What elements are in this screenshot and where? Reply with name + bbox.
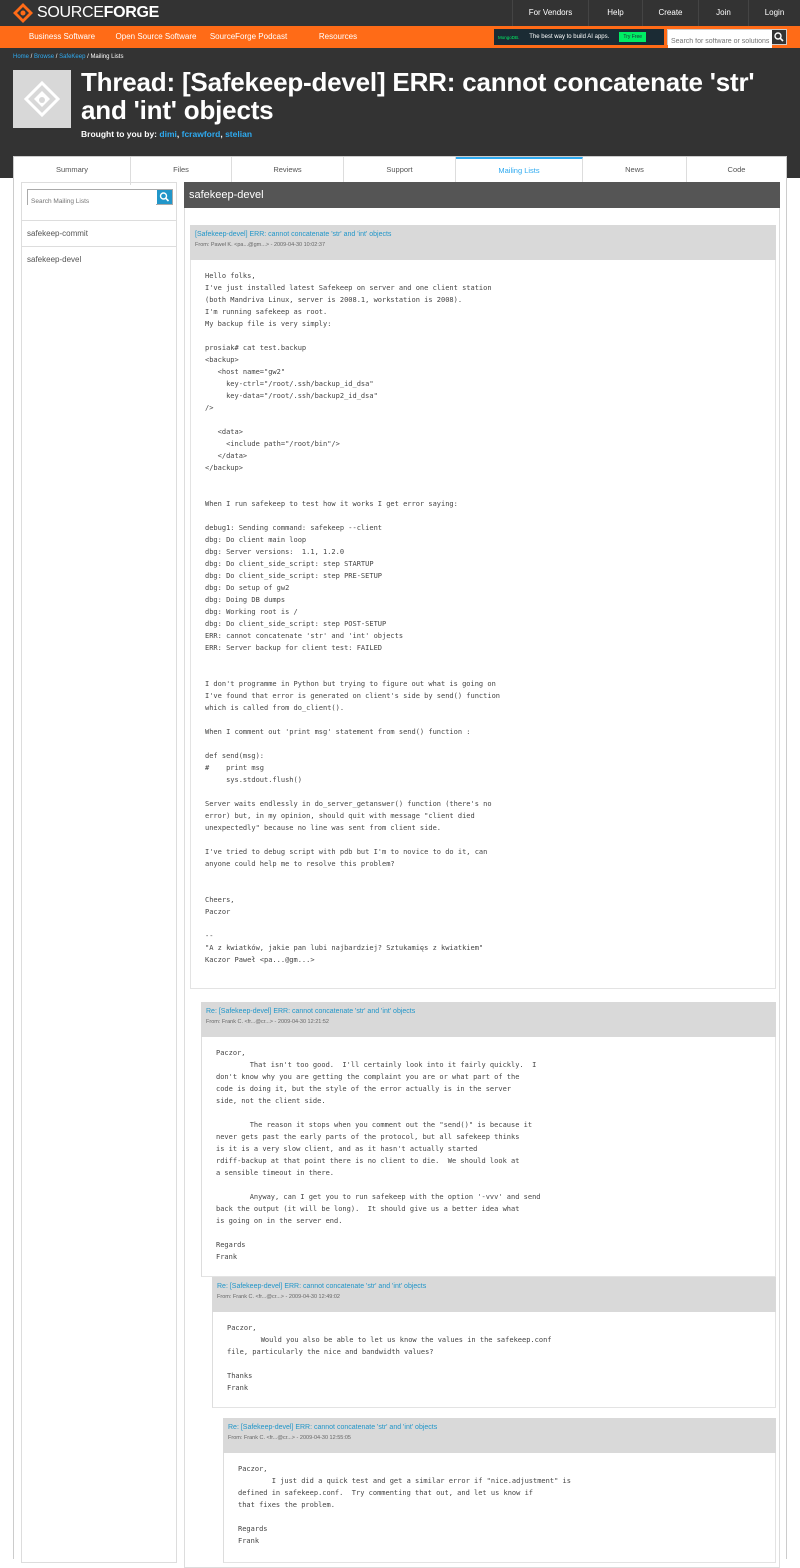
mailing-list-search-button[interactable]	[157, 190, 172, 204]
message-from: From: Frank C. <fr...@cr...> - 2009-04-30 12:49:02	[217, 1294, 340, 1300]
message-subject-link[interactable]: Re: [Safekeep-devel] ERR: cannot concatenate 'str' and 'int' objects	[217, 1283, 427, 1290]
message-body: Hello folks, I've just installed latest Safekeep on server and one client station (both Mandriva Linux, server is 2008.1, workstation is 2008). I'm running safekeep as root. My backup file is very simply: prosiak# cat test.backup <backup> <host name="gw2" key-ctrl="/root/.ssh/backup_id_dsa" key-data="/root/.ssh/backup2_id_dsa" /> <data> <include path="/root/bin"/> </data> </backup> When I run safekeep to test how it works I get error saying: debug1: Sending command: safekeep --client dbg: Do client main loop dbg: Server versions: 1.1, 1.2.0 dbg: Do client_side_script: step STARTUP dbg: Do client_side_script: step PRE-SETUP dbg: Do setup of gw2 dbg: Doing DB dumps dbg: Working root is / dbg: Do client_side_script: step POST-SETUP ERR: cannot concatenate 'str' and 'int' objects ERR: Server backup for client test: FAILED I don't programme in Python but trying to figure out what is going on I've found that error is generated on client's side by send() function which is called from do_client(). When I comment out 'print msg' statement from send() function : def send(msg): # print msg sys.stdout.flush() Server waits endlessly in do_server_getanswer() function (there's no error) but, in my opinion, should quit with message "client died unexpectedly" because no line was sent from client side. I've tried to debug script with pdb but I'm to novice to do it, can anyone could help me to resolve this problem? Cheers, Paczor -- "A z kwiatków, jakie pan lubi najbardziej? Sztukamięs z kwiatkiem" Kaczor Paweł <pa...@gm...>	[190, 260, 776, 989]
top-bar	[0, 0, 800, 26]
mongodb-ad[interactable]	[494, 29, 664, 45]
search-icon	[772, 30, 786, 44]
nav-business-software[interactable]: Business Software	[28, 32, 96, 41]
tab-news[interactable]: News	[583, 157, 687, 185]
message-from: From: Frank C. <fr...@cr...> - 2009-04-30 12:55:05	[228, 1435, 351, 1441]
sourceforge-logo[interactable]	[13, 3, 159, 23]
message-thread	[184, 208, 780, 1568]
breadcrumb-safekeep[interactable]: SafeKeep	[59, 54, 86, 60]
message-subject-link[interactable]: Re: [Safekeep-devel] ERR: cannot concatenate 'str' and 'int' objects	[206, 1008, 416, 1015]
message	[201, 1002, 776, 1277]
nav-sourceforge-podcast[interactable]: SourceForge Podcast	[209, 32, 288, 41]
tab-reviews[interactable]: Reviews	[232, 157, 344, 185]
tab-code[interactable]: Code	[727, 165, 746, 174]
list-title: safekeep-devel	[184, 182, 780, 208]
message-header	[201, 1002, 776, 1037]
breadcrumb-home[interactable]: Home	[13, 54, 30, 60]
author-link[interactable]: dimi	[159, 129, 177, 139]
message-header	[223, 1418, 776, 1453]
tab-summary[interactable]: Summary	[14, 157, 131, 185]
nav-resources[interactable]: Resources	[318, 32, 358, 41]
site-search-input[interactable]	[668, 35, 772, 49]
nav-join[interactable]: Join	[698, 0, 748, 26]
message-subject-link[interactable]: Re: [Safekeep-devel] ERR: cannot concatenate 'str' and 'int' objects	[228, 1424, 438, 1431]
message-from: From: Paweł K. <pa...@gm...> - 2009-04-30 10:02:37	[195, 242, 326, 248]
nav-create[interactable]: Create	[642, 0, 698, 26]
breadcrumb: Home / Browse / SafeKeep / Mailing Lists	[13, 54, 124, 60]
author-link[interactable]: fcrawford	[181, 129, 221, 139]
message-body: Paczor, Would you also be able to let us know the values in the safekeep.conf file, particularly the nice and bandwidth values? Thanks Frank	[212, 1312, 776, 1408]
author-link[interactable]: stelian	[225, 129, 253, 139]
message	[212, 1277, 776, 1408]
orange-nav-bar	[0, 26, 800, 48]
sourceforge-logo-icon	[13, 3, 33, 23]
top-nav	[512, 0, 800, 26]
sidebar-item-safekeep-devel[interactable]: safekeep-devel	[22, 246, 176, 272]
brought-by: Brought to you by: dimi, fcrawford, stelian	[81, 129, 253, 139]
ad-slogan: The best way to build AI apps.	[529, 34, 610, 40]
message-subject-link[interactable]: [Safekeep-devel] ERR: cannot concatenate 'str' and 'int' objects	[195, 231, 392, 238]
project-icon	[13, 70, 71, 128]
breadcrumb-browse[interactable]: Browse	[34, 54, 55, 60]
nav-for-vendors[interactable]: For Vendors	[512, 0, 588, 26]
tab-support[interactable]: Support	[344, 157, 456, 185]
message	[223, 1418, 776, 1563]
page-title: Thread: [Safekeep-devel] ERR: cannot concatenate 'str' and 'int' objects	[81, 67, 755, 125]
mailing-list-search-input[interactable]	[28, 195, 156, 209]
project-header	[0, 48, 800, 178]
search-button[interactable]	[772, 30, 786, 44]
message-from: From: Frank C. <fr...@cr...> - 2009-04-30 12:21:52	[206, 1019, 329, 1025]
mailing-list-search	[27, 189, 173, 205]
message-header	[190, 225, 776, 260]
message-body: Paczor, That isn't too good. I'll certainly look into it fairly quickly. I don't know why you are getting the complaint you are or what part of the code is doing it, but the style of the error actually is in the server side, not the client side. The reason it stops when you comment out the "send()" is because it never gets past the early parts of the protocol, but all safekeep thinks is it is a very slow client, and as it hasn't actually started rdiff-backup at that point there is no client to die. We should look at a sensible timeout in there. Anyway, can I get you to run safekeep with the option '-vvv' and send back the output (it will be long). It should give us a better idea what is going on in the server end. Regards Frank	[201, 1037, 776, 1277]
thread-panel	[184, 182, 780, 1568]
message-body: Paczor, I just did a quick test and get a similar error if "nice.adjustment" is defined in safekeep.conf. Try commenting that out, and let us know if that fixes the problem. Regards Frank	[223, 1453, 776, 1563]
tab-mailing-lists[interactable]: Mailing Lists	[456, 157, 583, 185]
ad-try-free-button[interactable]: Try Free	[619, 32, 646, 42]
nav-help[interactable]: Help	[588, 0, 642, 26]
message	[190, 225, 776, 989]
search-icon	[157, 190, 172, 204]
tab-files[interactable]: Files	[131, 157, 232, 185]
message-header	[212, 1277, 776, 1312]
logo-text: SOURCEFORGE	[37, 4, 160, 21]
nav-open-source-software[interactable]: Open Source Software	[115, 32, 197, 41]
site-search	[667, 29, 787, 45]
nav-login[interactable]: Login	[748, 0, 800, 26]
breadcrumb-current: Mailing Lists	[90, 54, 124, 60]
mongodb-brand: MongoDB.	[498, 34, 520, 40]
page-content	[13, 178, 787, 1559]
sidebar	[21, 182, 177, 1563]
sidebar-item-safekeep-commit[interactable]: safekeep-commit	[22, 220, 176, 246]
